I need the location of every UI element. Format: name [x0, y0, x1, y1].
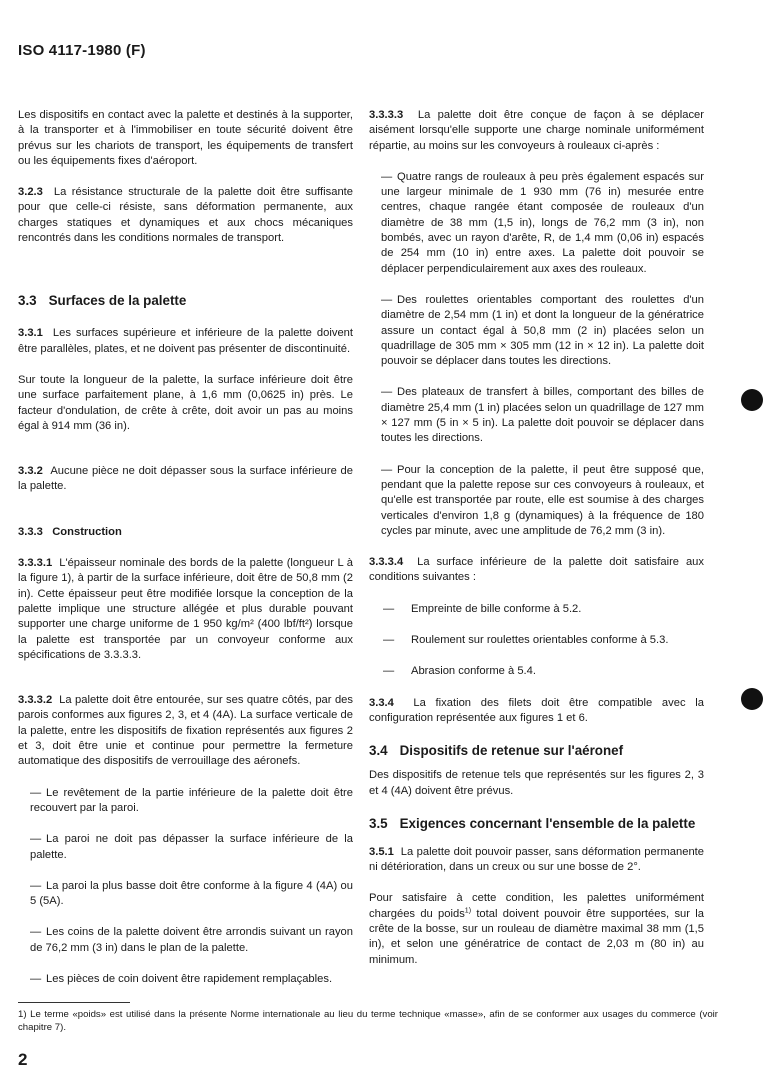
dash-marker: —	[381, 170, 393, 183]
dash-marker: —	[383, 665, 395, 678]
heading-number: 3.4	[369, 743, 388, 759]
heading-title: Surfaces de la palette	[48, 293, 187, 309]
footnote-divider	[18, 1002, 130, 1003]
right-column	[369, 108, 704, 968]
list-item	[18, 832, 353, 863]
list-item	[18, 972, 353, 987]
section-3-2-3	[18, 185, 353, 246]
section-3-3-4	[369, 696, 704, 727]
section-text: La fixation des filets doit être compatible avec la configuration représentée aux figures 1 et 6.	[369, 696, 704, 724]
section-3-4-text: Des dispositifs de retenue tels que représentés sur les figures 2, 3 et 4 (4A) doivent être prévus.	[369, 769, 704, 797]
section-number: 3.3.1	[18, 327, 43, 340]
section-3-5-1-para2	[369, 891, 704, 967]
section-number: 3.3.3.1	[18, 557, 53, 570]
intro-paragraph: Les dispositifs en contact avec la palette et destinés à la supporter, à la transporter et à l'immobiliser en toute sécurité doivent être prévus sur les chariots de transport, les équipements de transfert ou les équipements fixes d'aéroport.	[18, 109, 353, 167]
binding-hole-mark	[741, 688, 763, 710]
heading-3-3	[18, 292, 353, 310]
section-text: total doivent pouvoir être supportées, sur la crête de la bosse, sur un rouleau de diamètre maximal 38 mm (1,5 in), et selon une génératrice de contact de 2,03 m (80 in) au minimum.	[369, 907, 704, 966]
condition-item	[369, 602, 704, 617]
dash-marker: —	[381, 293, 393, 306]
dash-marker: —	[381, 386, 393, 399]
section-text: Aucune pièce ne doit dépasser sous la surface inférieure de la palette.	[18, 465, 353, 493]
footnote: 1) Le terme «poids» est utilisé dans la présente Norme internationale au lieu du terme technique «masse», afin de se conformer aux usages du commerce (voir chapitre 7).	[18, 1009, 718, 1033]
section-number: 3.2.3	[18, 186, 43, 199]
list-item	[369, 170, 704, 277]
section-number: 3.3.3.4	[369, 556, 404, 569]
list-item	[369, 385, 704, 446]
section-number: 3.3.3.2	[18, 694, 53, 707]
section-text: Pour satisfaire à cette condition, les palettes uniformément chargées du poids	[369, 892, 704, 920]
section-3-5-1	[369, 845, 704, 876]
heading-number: 3.3	[18, 293, 37, 309]
section-text: Les surfaces supérieure et inférieure de la palette doivent être parallèles, plates, et ne doivent pas présenter de discontinuité.	[18, 327, 353, 355]
section-number: 3.3.2	[18, 465, 43, 478]
section-text: La surface inférieure de la palette doit satisfaire aux conditions suivantes :	[369, 556, 704, 584]
heading-number: 3.3.3	[18, 525, 43, 538]
section-text: L'épaisseur nominale des bords de la palette (longueur L à la figure 1), à partir de la surface inférieure, doit être de 50,8 mm (2 in). Cette épaisseur peut être modifiée lorsque la conception de la palette implique une structure allégée et plus durable pouvant supporter une charge uniforme de 1 950 kg/m² (400 lbf/ft²) lorsque la palette est transportée par un convoyeur conforme aux spécifications de 3.3.3.3.	[18, 557, 353, 661]
heading-title: Dispositifs de retenue sur l'aéronef	[399, 743, 624, 759]
dash-marker: —	[383, 634, 395, 647]
list-item-text: Des plateaux de transfert à billes, comportant des billes de diamètre 25,4 mm (1 in) placées selon un quadrillage de 127 mm × 127 mm (5 in × 5 in). La palette doit pouvoir se déplacer dans toutes les directions.	[381, 386, 704, 445]
footnote-ref: 1)	[464, 906, 472, 914]
left-column	[18, 108, 353, 987]
list-item-text: Les coins de la palette doivent être arrondis suivant un rayon de 76,2 mm (3 in) dans le plan de la palette.	[30, 926, 353, 954]
section-text: La palette doit pouvoir passer, sans déformation permanente ni détérioration, dans un creux ou sur une bosse de 2°.	[369, 845, 704, 874]
list-item-text: La paroi la plus basse doit être conforme à la figure 4 (4A) ou 5 (5A).	[30, 879, 353, 908]
heading-3-5	[369, 815, 704, 833]
list-item	[369, 293, 704, 369]
heading-title: Construction	[52, 525, 122, 538]
list-item-text: Quatre rangs de rouleaux à peu près également espacés sur une largeur minimale de 1 930 mm (76 in) mesurée entre centres, chaque rangée étant composée de rouleaux d'un diamètre de 38 mm (1,5 in), longs de 76,2 mm (3 in), non bombés, avec un rayon d'arête, R, de 1,4 mm (0,06 in) espacés de 254 mm (10 in) entre axes. La palette doit pouvoir se déplacer perpendiculairement aux axes des rouleaux.	[381, 170, 704, 275]
document-header: ISO 4117-1980 (F)	[18, 42, 146, 59]
section-number: 3.3.3.3	[369, 109, 404, 121]
dash-marker: —	[381, 463, 393, 476]
heading-3-3-3	[18, 525, 353, 540]
heading-title: Exigences concernant l'ensemble de la palette	[399, 815, 696, 831]
section-3-3-3-3	[369, 108, 704, 154]
section-3-3-1	[18, 326, 353, 357]
section-text: La palette doit être conçue de façon à se déplacer aisément lorsqu'elle supporte une charge nominale uniformément répartie, au moins sur les convoyeurs à rouleaux ci-après :	[369, 109, 704, 152]
section-number: 3.3.4	[369, 696, 394, 709]
dash-marker: —	[30, 926, 42, 939]
section-3-3-3-2	[18, 693, 353, 769]
section-3-3-3-1	[18, 556, 353, 663]
section-text: La résistance structurale de la palette doit être suffisante pour que celle-ci résiste, sans déformation permanente, aux charges statiques et dynamiques et aux chocs mécaniques rencontrés dans les conditions normales de transport.	[18, 186, 353, 245]
section-3-3-1-para2: Sur toute la longueur de la palette, la surface inférieure doit être une surface parfaitement plane, à 1,6 mm (0,0625 in) près. Le facteur d'ondulation, de crête à crête, doit avoir un pas au moins égal à 914 mm (36 in).	[18, 373, 353, 432]
condition-text: Abrasion conforme à 5.4.	[411, 665, 536, 678]
dash-marker: —	[383, 602, 395, 615]
condition-item	[369, 664, 704, 679]
dash-marker: —	[30, 833, 42, 846]
list-item-text: Le revêtement de la partie inférieure de la palette doit être recouvert par la paroi.	[30, 786, 353, 814]
dash-marker: —	[30, 972, 42, 985]
condition-text: Empreinte de bille conforme à 5.2.	[411, 602, 582, 615]
list-item	[18, 925, 353, 956]
dash-marker: —	[30, 786, 42, 799]
section-3-3-2	[18, 464, 353, 495]
list-item-text: La paroi ne doit pas dépasser la surface inférieure de la palette.	[30, 833, 353, 861]
list-item-text: Des roulettes orientables comportant des roulettes d'un diamètre de 2,54 mm (1 in) et dont la longueur de la génératrice assure un contact égal à 50,8 mm (2 in) placées selon un quadrillage de 305 mm × 305 mm (12 in × 12 in). La palette doit pouvoir se déplacer dans toutes les directions.	[381, 293, 704, 368]
section-text: La palette doit être entourée, sur ses quatre côtés, par des parois conformes aux figures 2, 3, et 4 (4A). La surface verticale de la palette, entre les dispositifs de fixation représentés aux figures 2 et 3, doit être unie et continue pour permettre la fermeture automatique des dispositifs de verrouillage des aéronefs.	[18, 694, 353, 768]
section-3-3-3-4	[369, 555, 704, 586]
heading-number: 3.5	[369, 815, 388, 831]
condition-item	[369, 633, 704, 648]
list-item	[18, 786, 353, 817]
condition-text: Roulement sur roulettes orientables conforme à 5.3.	[411, 634, 669, 647]
section-number: 3.5.1	[369, 845, 394, 858]
dash-marker: —	[30, 879, 42, 892]
heading-3-4	[369, 742, 704, 760]
page-number: 2	[18, 1050, 28, 1069]
list-item-text: Les pièces de coin doivent être rapidement remplaçables.	[46, 972, 333, 985]
binding-hole-mark	[741, 389, 763, 411]
list-item-text: Pour la conception de la palette, il peut être supposé que, pendant que la palette repose sur ces convoyeurs à rouleaux, et qu'elle est transportée par route, elle est soumise à des charges verticales d'environ 1,8 g (dynamiques) à la fréquence de 180 cycles par minute, avec une amplitude de 76,2 mm (3 in).	[381, 463, 704, 537]
list-item	[18, 879, 353, 910]
list-item	[369, 463, 704, 539]
